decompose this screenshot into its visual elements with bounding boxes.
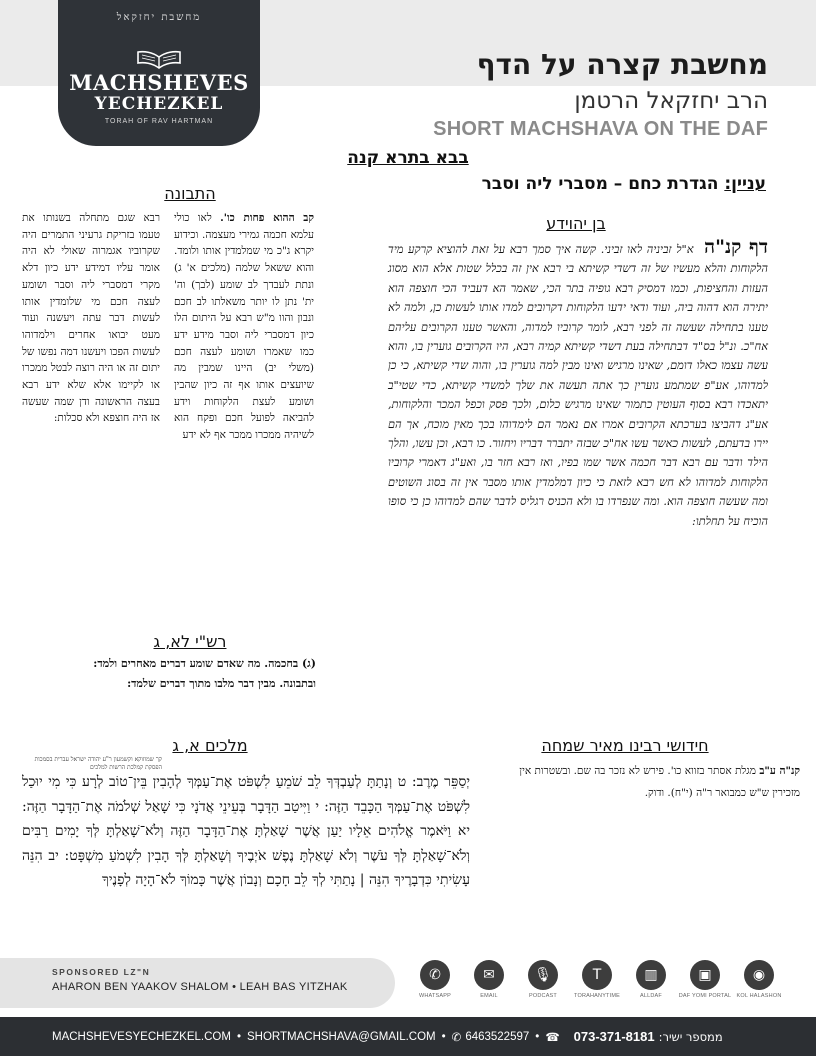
logo-title-line2: YECHEZKEL (94, 94, 224, 114)
platform-label: ALLDAF (640, 993, 662, 999)
topic-line (482, 174, 766, 194)
page-title: מחשבת קצרה על הדף (476, 48, 768, 81)
hatevunah-left-column: רבא שגם מתחלה בשנותו את טעמו בזריקת גרעיני התמרים היה שקרוביו אגמרוה שאולי לא היה אומר עליו דמידע ידע כיון דלא מקרי דמסברי ליה וסבר ושומע לעצה חכם מי שלומדין אותו לעשות דבר עתה ויעשנה ועוד מעט יבואו אחרים וילמדוהו לעשות הפכו ויעשנו דמה נפשו של יתום זה או היה רוצה לבטל ממכרו או לקיימו אלא שלא ידע רבא בעצה הראשונה ודן שמה שעשה אז היה חוצפא ולא סכלות: (22, 212, 160, 425)
ben-yehoyada-header: בן יהוידע (546, 214, 606, 233)
logo-hebrew-text: מחשבת יחזקאל (116, 12, 202, 23)
hatevunah-right-column (174, 210, 314, 620)
platform-kol-halashon[interactable] (736, 960, 782, 1010)
phone-number[interactable]: 073-371-8181 (573, 1029, 655, 1044)
ben-yehoyada-body: א"ל זביניה לאו זביני. קשה איך סמך רבא על זאת להוציא קרקע מיד הלקוחות והלא מעשיו של זה דשדי קשיתא בי רבא אין זה בכלל שטות אלא הוא מסוג העזות והחציפות, וכמו דמסיק רבא גופיה בתר הכי, שאמר הא דעביד הכי חוצפה הוא יתירה הוא דהוה ביה, ועוד ודאי ידעו הלקוחות דקרובים למדו אותו לעשות כן, ולמה לא טענו בתחילה שעשה זה לפני רבא, לומר קרוביו למדוה, והאשר טענו הקרובים עליהם אח"כ. ונ"ל בס"ד דבתחילה בעת דשדי קשיתא קמיה רבא, היו הקרובים גוערין בו, והוא עשה עצמו כאלו דומם, שאינו מרגיש ואינו מבין למה גוערין בו, והוה שדי קשיתא, כי כן למדוהו, אע"פ שמתמע גוערין כך אתה תעשה את שלך למשדי קשיתא, כדי שטי"ב יתאכדו רבא בסוף העוטין כתמור שאינו מרגיש כלום, ולכך פסק וכפל המכר והלקוחות, אע"ג דהביצו בערכתא הקרובים אמרו אם נאמר הם לימדוהו בכך מאין מוכח, אך הם יירו בדעתם, לעשות כאשר עשו אח"כ שבזה יתברר דבריו ויחזור. כו רבא, וכן עשו, והלך הילד ודבר עם רבא דבר חכמה אשר שמו בפיו, ואז רבא חזר בו, ואע"ג דאמרי קרוביו הלקוחות למדוהו לא חש רבא לזאת כי כיון דמלמדין אותו מסבר אין זה בסוג השוטים ומה שעשה חוצפה הוא. ומה שנפרדו בו ולא הכניס רגליס לדבר שהם למדוהו כן כי סופו הוכיח על תחלתו: (388, 243, 768, 528)
english-title: SHORT MACHSHAVA ON THE DAF (433, 118, 768, 140)
footer-bar (0, 1017, 816, 1056)
author-name: הרב יחזקאל הרטמן (574, 88, 768, 114)
daf-yomi-portal-icon[interactable]: ▣ (690, 960, 720, 990)
rashi-line-2: ובתבונה. מבין דבר מלבו מתוך דברים שלמד: (127, 677, 316, 690)
rashi-header: רש"י לא, ג (153, 632, 227, 651)
melachim-verse-text: יְסַפֵּר מֶרֶב: ט וְנָתַתָּ לְעַבְדְּךָ לֵב שֹׁמֵעַ לִשְׁפֹּט אֶת־עַמְּךָ לְהָבִין בֵּין־טוֹב לְרָע כִּי מִי יוּכַל לִשְׁפֹּט אֶת־עַמְּךָ הַכָּבֵד הַזֶּה: י וַיִּיטַב הַדָּבָר בְּעֵינֵי אֲדֹנָי כִּי שָׁאַל שְׁלֹמֹה אֶת־הַדָּבָר הַזֶּה: יא וַיֹּאמֶר אֱלֹהִים אֵלָיו יַעַן אֲשֶׁר שָׁאַלְתָּ אֶת־הַדָּבָר הַזֶּה וְלֹא־שָׁאַלְתָּ לְּךָ יָמִים רַבִּים וְלֹא־שָׁאַלְתָּ לְּךָ עֹשֶׁר וְלֹא שָׁאַלְתָּ נֶפֶשׁ אֹיְבֶיךָ וְשָׁאַלְתָּ לְּךָ הָבִין לִשְׁמֹעַ מִשְׁפָּט: יב הִנֵּה עָשִׂיתִי כִּדְבָרֶיךָ הִנֵּה | נָתַתִּי לְךָ לֵב חָכָם וְנָבוֹן אֲשֶׁר כָּמוֹךָ לֹא־הָיָה לְפָנֶיךָ (22, 774, 470, 888)
email-icon[interactable]: ✉ (474, 960, 504, 990)
platform-label: DAF YOMI PORTAL (678, 993, 732, 999)
platform-icons (412, 960, 782, 1010)
ben-yehoyada-text (388, 238, 768, 668)
rashi-line-1: (ג) בחכמה. מה שאדם שומע דברים מאחרים ולמד: (93, 657, 316, 670)
phone-label: ממספר ישיר: (658, 1029, 723, 1044)
hatevunah-bold-lead: קב ההוא פחות כו'. (220, 212, 314, 224)
separator-dot: • (236, 1030, 241, 1043)
platform-label: EMAIL (480, 993, 498, 999)
chidushei-text (500, 760, 800, 804)
masechta-heading: בבא בתרא קנה (347, 148, 469, 168)
email-link[interactable]: SHORTMACHSHAVA@GMAIL.COM (246, 1030, 436, 1043)
platform-email[interactable] (466, 960, 512, 1010)
chidushei-bold-lead: קנ"ה ע"ב (759, 765, 800, 777)
whatsapp-number[interactable]: 6463522597 (465, 1030, 530, 1043)
chidushei-body: מגלת אסתר בזווא כו'. פירש לא נזכר בה שם. ובשטרות אין מזכירין ש"ש כמבואר ר"ה (י"ח). ודוק. (519, 765, 800, 799)
platform-label: TORAHANYTIME (574, 993, 620, 999)
whatsapp-small-icon: ✆ (451, 1031, 462, 1044)
platform-label: PODCAST (529, 993, 557, 999)
sponsor-label: SPONSORED LZ"N (52, 967, 151, 977)
whatsapp-icon[interactable]: ✆ (420, 960, 450, 990)
melachim-header: מלכים א, ג (172, 736, 248, 755)
platform-whatsapp[interactable] (412, 960, 458, 1010)
topic-label: עניין: (724, 174, 766, 194)
chidushei-header: חידושי רבינו מאיר שמחה (541, 736, 709, 755)
melachim-side-note: קך שמוזוקא וקשמעון ר"ע יהודה ישראל עברית בסמכות הפסקת קמלכת הרשות למלכים (34, 756, 162, 771)
platform-daf-yomi-portal[interactable] (678, 960, 732, 1010)
sponsor-names: AHARON BEN YAAKOV SHALOM • LEAH BAS YITZHAK (52, 981, 348, 993)
hatevunah-right-text: לאו כולי עלמא חכמה גמירי מעצמה. וכידוע יקרא ג"כ מי שמלמדין אותו ולומד. והוא ששאל שלמה (מלכים א' ג) ונתת לעבדך לב שומע (לבך) וה' ית' נתן לו יותר משאלתו לב חכם ונבון והוו מ"ש רבא על היתום הלו כיון דמסברי ליה וסבר מידע ידע כמו שאמרו ושומע לעצה חכם (משלי יב) היינו שמבין מה שיועצים אותו אף זה כיון שהבין ושומע לעצת הלקוחות וידע להביאה לפועל חכם ופקח הוא לשיהיה ממכרו ממכר אף לא ידע (174, 212, 314, 442)
separator-dot: • (441, 1030, 446, 1043)
phone-small-icon: ☎ (545, 1031, 560, 1044)
topic-text: הגדרת כחם – מסברי ליה וסבר (481, 174, 719, 194)
platform-torahanytime[interactable] (574, 960, 620, 1010)
rashi-text (22, 654, 316, 694)
platform-label: WHATSAPP (418, 993, 452, 999)
hatevunah-header: התבונה (164, 184, 216, 203)
logo[interactable] (58, 0, 260, 146)
torahanytime-icon[interactable]: T (582, 960, 612, 990)
logo-subtitle: TORAH OF RAV HARTMAN (104, 118, 214, 125)
kol-halashon-icon[interactable]: ◉ (744, 960, 774, 990)
logo-title-line1: MACHSHEVES (69, 70, 249, 95)
daf-label: דף קנ"ה (704, 236, 768, 258)
separator-dot: • (535, 1030, 540, 1043)
platform-podcast[interactable] (520, 960, 566, 1010)
open-book-icon (136, 48, 182, 70)
alldaf-icon[interactable]: ▥ (636, 960, 666, 990)
platform-label: KOL HALASHON (736, 993, 782, 999)
podcast-icon[interactable]: 🎙 (528, 960, 558, 990)
website-link[interactable]: MACHSHEVESYECHEZKEL.COM (52, 1030, 231, 1043)
platform-alldaf[interactable] (628, 960, 674, 1010)
